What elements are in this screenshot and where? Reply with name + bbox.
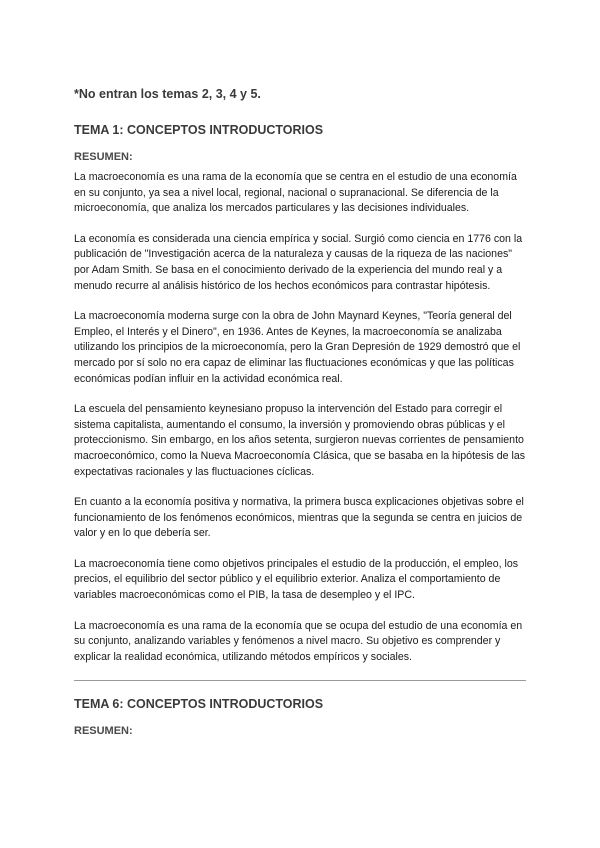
- section-subtitle: RESUMEN:: [74, 725, 133, 738]
- section-tema-1: [74, 122, 526, 665]
- paragraph: La macroeconomía moderna surge con la obra de John Maynard Keynes, "Teoría general del Empleo, el Interés y el Dinero", en 1936. Antes de Keynes, la macroeconomía se analizaba utilizando los principios de la microeconomía, pero la Gran Depresión de 1929 demostró que el mercado por sí solo no era capaz de eliminar las fluctuaciones económicas y que las políticas económicas podían influir en la actividad económica real.: [74, 310, 521, 385]
- paragraph: En cuanto a la economía positiva y normativa, la primera busca explicaciones objetivas sobre el funcionamiento de los fenómenos económicos, mientras que la segunda se centra en juicios de valor y en lo que debería ser.: [74, 496, 524, 540]
- paragraph: La economía es considerada una ciencia empírica y social. Surgió como ciencia en 1776 con la publicación de "Investigación acerca de la naturaleza y causas de la riqueza de las naciones" por Adam Smith. Se basa en el conocimiento derivado de la experiencia del mundo real y a menudo recurre al análisis histórico de los hechos económicos para contrastar hipótesis.: [74, 232, 523, 292]
- section-tema-6: [74, 696, 526, 738]
- paragraph: La macroeconomía es una rama de la economía que se centra en el estudio de una economía en su conjunto, ya sea a nivel local, regional, nacional o supranacional. Se diferencia de la microeconomía, que analiza los mercados particulares y las decisiones individuales.: [74, 171, 517, 215]
- section-title: TEMA 6: CONCEPTOS INTRODUCTORIOS: [74, 697, 324, 712]
- paragraph: La macroeconomía es una rama de la economía que se ocupa del estudio de una economía en su conjunto, analizando variables y fenómenos a nivel macro. Su objetivo es comprender y explicar la realidad económica, utilizando métodos empíricos y sociales.: [74, 619, 523, 663]
- paragraph: La macroeconomía tiene como objetivos principales el estudio de la producción, el empleo, los precios, el equilibrio del sector público y el equilibrio exterior. Analiza el comportamiento de variables macroeconómicas como el PIB, la tasa de desempleo y el IPC.: [74, 557, 519, 602]
- section-divider: [74, 680, 526, 681]
- paragraph: La escuela del pensamiento keynesiano propuso la intervención del Estado para corregir el sistema capitalista, aumentando el consumo, la inversión y promoviendo obras públicas y el proteccionismo. Sin embargo, en los años setenta, surgieron nuevas corrientes de pensamiento macroeconómico, como la Nueva Macroeconomía Clásica, que se basaba en la hipótesis de las expectativas racionales y las fluctuaciones cíclicas.: [74, 403, 526, 478]
- section-subtitle: RESUMEN:: [74, 151, 133, 163]
- exclusion-note: *No entran los temas 2, 3, 4 y 5.: [74, 87, 261, 101]
- section-title: TEMA 1: CONCEPTOS INTRODUCTORIOS: [74, 123, 324, 137]
- document-page: [74, 86, 526, 744]
